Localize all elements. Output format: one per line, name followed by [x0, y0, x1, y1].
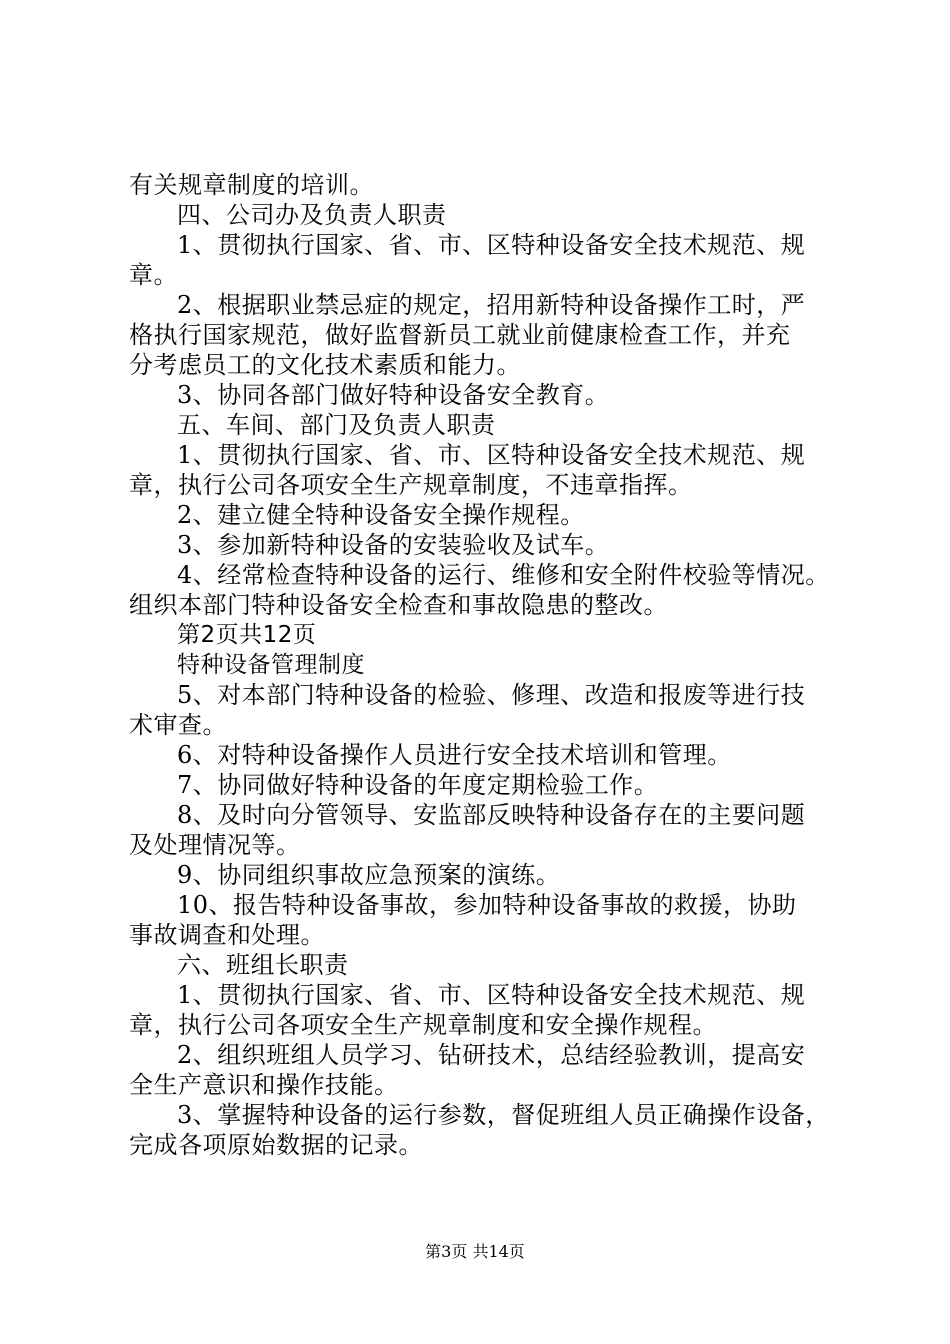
text-line: 术审查。 [129, 711, 227, 739]
text-line: 组织本部门特种设备安全检查和事故隐患的整改。 [129, 591, 668, 619]
text-line: 章，执行公司各项安全生产规章制度和安全操作规程。 [129, 1011, 717, 1039]
text-line: 格执行国家规范，做好监督新员工就业前健康检查工作，并充 [129, 321, 791, 349]
text-line: 分考虑员工的文化技术素质和能力。 [129, 351, 521, 379]
text-line: 第2页共12页 [177, 622, 317, 648]
text-line: 3、协同各部门做好特种设备安全教育。 [177, 381, 610, 409]
text-line: 特种设备管理制度 [177, 652, 365, 678]
text-line: 1、贯彻执行国家、省、市、区特种设备安全技术规范、规 [177, 981, 806, 1009]
text-line: 1、贯彻执行国家、省、市、区特种设备安全技术规范、规 [177, 441, 806, 469]
text-line: 五、车间、部门及负责人职责 [177, 411, 496, 439]
text-line: 章。 [129, 261, 178, 289]
text-line: 6、对特种设备操作人员进行安全技术培训和管理。 [177, 741, 732, 769]
text-line: 章，执行公司各项安全生产规章制度，不违章指挥。 [129, 471, 693, 499]
text-line: 及处理情况等。 [129, 831, 301, 859]
text-line: 2、根据职业禁忌症的规定，招用新特种设备操作工时，严 [177, 291, 806, 319]
text-line: 2、建立健全特种设备安全操作规程。 [177, 501, 585, 529]
text-line: 全生产意识和操作技能。 [129, 1071, 399, 1099]
text-line: 1、贯彻执行国家、省、市、区特种设备安全技术规范、规 [177, 231, 806, 259]
text-line: 事故调查和处理。 [129, 921, 325, 949]
text-line: 10、报告特种设备事故，参加特种设备事故的救援，协助 [177, 891, 797, 919]
text-line: 六、班组长职责 [177, 951, 349, 979]
text-line: 完成各项原始数据的记录。 [129, 1131, 423, 1159]
text-line: 有关规章制度的培训。 [129, 171, 374, 199]
text-line: 2、组织班组人员学习、钻研技术，总结经验教训，提高安 [177, 1041, 806, 1069]
page-footer: 第3页 共14页 [425, 1242, 525, 1261]
text-line: 4、经常检查特种设备的运行、维修和安全附件校验等情况。 [177, 561, 830, 589]
text-line: 3、参加新特种设备的安装验收及试车。 [177, 531, 610, 559]
text-line: 9、协同组织事故应急预案的演练。 [177, 861, 561, 889]
text-line: 3、掌握特种设备的运行参数，督促班组人员正确操作设备， [177, 1101, 830, 1129]
text-line: 7、协同做好特种设备的年度定期检验工作。 [177, 771, 659, 799]
text-line: 8、及时向分管领导、安监部反映特种设备存在的主要问题 [177, 801, 806, 829]
text-line: 5、对本部门特种设备的检验、修理、改造和报废等进行技 [177, 681, 806, 709]
text-line: 四、公司办及负责人职责 [177, 201, 447, 229]
document-body [129, 170, 849, 1160]
